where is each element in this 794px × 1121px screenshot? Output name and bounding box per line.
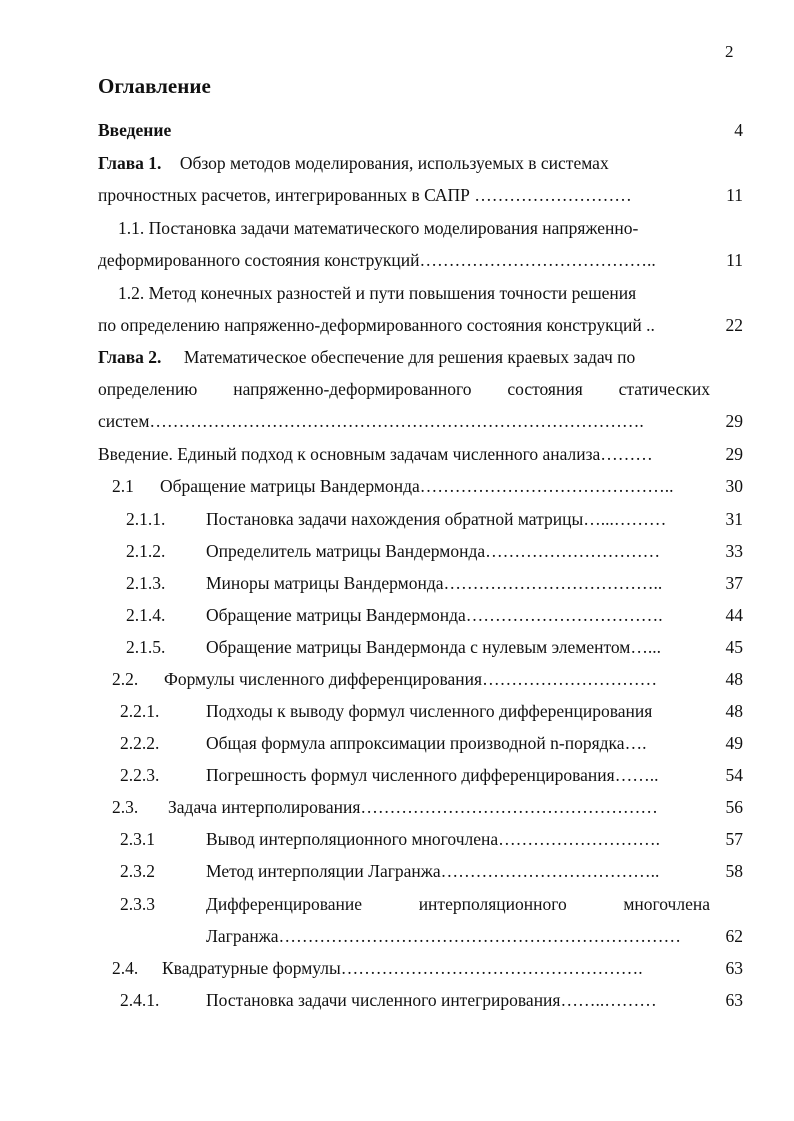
toc-page-number: 63: [725, 958, 743, 978]
toc-entry-title: Постановка задачи численного интегрирования……..………: [206, 990, 657, 1010]
toc-page-number: 37: [725, 573, 743, 593]
toc-page-number: 62: [725, 926, 743, 946]
toc-entry-line: Лагранжа……………………………………………………………: [206, 926, 682, 946]
toc-entry-title: Погрешность формул численного дифференцирования……..: [206, 765, 659, 785]
toc-entry-title: Обращение матрицы Вандермонда……………………………………..: [160, 476, 674, 496]
toc-entry-title: Миноры матрицы Вандермонда………………………………..: [206, 573, 663, 593]
toc-entry-number: 2.1.1.: [126, 509, 166, 529]
toc-page-number: 4: [734, 120, 743, 140]
toc-page-number: 29: [725, 411, 743, 431]
toc-entry-line: [98, 379, 710, 400]
toc-entry-number: 2.3.: [112, 797, 139, 817]
toc-page-number: 49: [725, 733, 743, 753]
toc-entry-title: Определитель матрицы Вандермонда…………………………: [206, 541, 661, 561]
toc-entry-line: 1.2. Метод конечных разностей и пути повышения точности решения: [118, 283, 637, 303]
toc-entry-line: Введение. Единый подход к основным задачам численного анализа………: [98, 444, 653, 464]
toc-page-number: 29: [725, 444, 743, 464]
toc-entry-title: Задача интерполирования……………………………………………: [168, 797, 658, 817]
toc-page-number: 44: [725, 605, 743, 625]
toc-entry-number: 2.3.2: [120, 861, 155, 881]
toc-page-number: 48: [725, 701, 743, 721]
toc-entry-line: [98, 347, 635, 368]
toc-page-number: 22: [725, 315, 743, 335]
toc-page-number: 57: [725, 829, 743, 849]
toc-entry-label: Введение: [98, 120, 172, 140]
word: статических: [618, 379, 710, 399]
toc-entry-number: 2.1.3.: [126, 573, 166, 593]
toc-page-number: 58: [725, 861, 743, 881]
toc-entry-line: систем………………………………………………………………………….: [98, 411, 644, 431]
word: Дифференцирование: [206, 894, 363, 914]
toc-page-number: 30: [725, 476, 743, 496]
toc-entry-number: 2.3.1: [120, 829, 155, 849]
chapter-label: Глава 2.: [98, 347, 162, 367]
toc-page-number: 11: [726, 250, 743, 270]
toc-page-number: 63: [725, 990, 743, 1010]
toc-entry-number: 2.1.2.: [126, 541, 166, 561]
toc-entry-title: Подходы к выводу формул численного дифференцирования: [206, 701, 653, 721]
page-number: 2: [725, 42, 734, 61]
toc-page-number: 54: [725, 765, 743, 785]
word: многочлена: [623, 894, 710, 914]
toc-entry-number: 2.4.: [112, 958, 139, 978]
toc-entry-line: по определению напряженно-деформированного состояния конструкций ..: [98, 315, 655, 335]
toc-entry-number: 2.1.5.: [126, 637, 166, 657]
toc-entry-number: 2.2.3.: [120, 765, 160, 785]
toc-entry-number: 2.1.4.: [126, 605, 166, 625]
toc-entry-number: 2.2.2.: [120, 733, 160, 753]
toc-entry-number: 2.3.3: [120, 894, 155, 914]
toc-entry-line: [98, 153, 609, 174]
toc-page-number: 31: [725, 509, 743, 529]
toc-entry-title: Вывод интерполяционного многочлена……………………….: [206, 829, 661, 849]
chapter-title: Обзор методов моделирования, используемых в системах: [179, 153, 609, 173]
word: состояния: [507, 379, 583, 399]
word: напряженно-деформированного: [233, 379, 472, 399]
toc-page-number: 11: [726, 185, 743, 205]
chapter-title: Математическое обеспечение для решения краевых задач по: [183, 347, 636, 367]
toc-entry-number: 2.2.: [112, 669, 139, 689]
word: определению: [98, 379, 198, 399]
toc-entry-title: Квадратурные формулы…………………………………………….: [162, 958, 643, 978]
word: интерполяционного: [418, 894, 567, 914]
toc-entry-title: Обращение матрицы Вандермонда…………………………….: [206, 605, 663, 625]
toc-page-number: 33: [725, 541, 743, 561]
toc-page-number: 48: [725, 669, 743, 689]
toc-entry-number: 2.4.1.: [120, 990, 160, 1010]
toc-entry-title: Общая формула аппроксимации производной n-порядка….: [206, 733, 647, 753]
toc-page-number: 56: [725, 797, 743, 817]
chapter-label: Глава 1.: [98, 153, 162, 173]
toc-entry-title: Метод интерполяции Лагранжа………………………………..: [206, 861, 660, 881]
toc-page-number: 45: [725, 637, 743, 657]
toc-entry-line: 1.1. Постановка задачи математического моделирования напряженно-: [118, 218, 639, 238]
toc-entry-line: деформированного состояния конструкций…………………………………..: [98, 250, 656, 270]
toc-entry-title: Постановка задачи нахождения обратной матрицы…...………: [206, 509, 667, 529]
toc-entry-number: 2.2.1.: [120, 701, 160, 721]
toc-entry-number: 2.1: [112, 476, 134, 496]
toc-entry-title: Формулы численного дифференцирования…………………………: [164, 669, 658, 689]
toc-title: Оглавление: [98, 74, 211, 98]
toc-entry-line: прочностных расчетов, интегрированных в САПР ………………………: [98, 185, 632, 205]
toc-entry-title: Обращение матрицы Вандермонда с нулевым элементом…...: [206, 637, 662, 657]
toc-entry-line: [206, 894, 710, 915]
